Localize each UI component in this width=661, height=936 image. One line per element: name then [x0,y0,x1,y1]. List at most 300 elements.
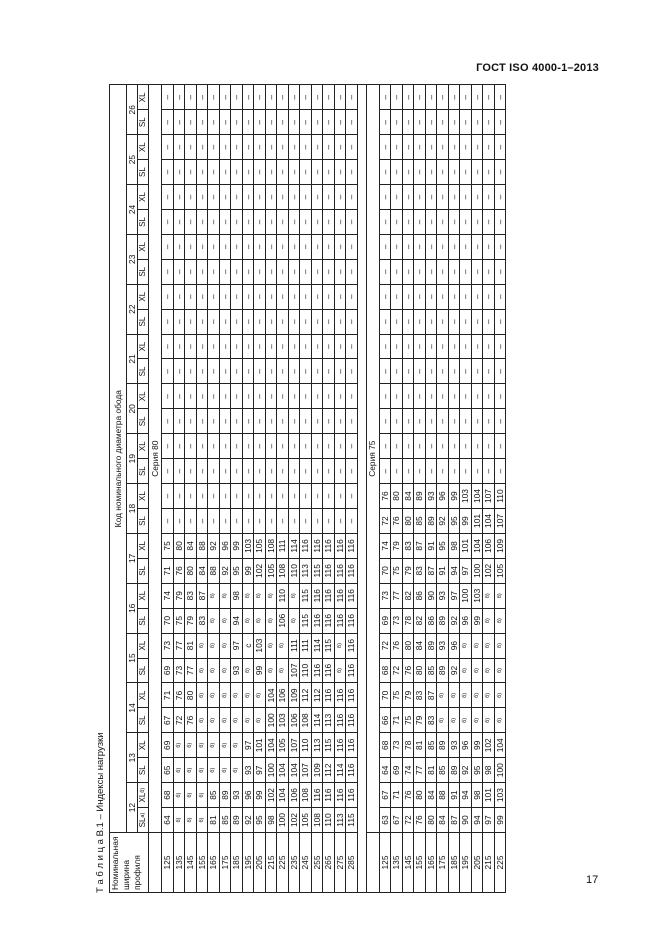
diameter-header-21: 21 [127,334,138,384]
load-index-cell: 109 [494,533,506,558]
load-index-cell: – [323,409,335,434]
load-index-cell: 89 [425,509,437,534]
load-index-cell: 116 [334,708,346,733]
load-index-cell: 77 [173,633,185,658]
load-index-cell: – [254,284,266,309]
load-index-cell: 102 [265,783,277,808]
load-index-cell: 79 [173,583,185,608]
load-index-cell: – [391,209,403,234]
load-index-cell: 76 [414,808,426,833]
load-index-cell: – [300,334,312,359]
load-index-cell: 95 [437,533,449,558]
spacer-cell [357,259,366,284]
load-index-cell: – [311,234,323,259]
load-index-cell: – [379,160,391,185]
load-index-cell: – [311,334,323,359]
load-index-cell: 98 [265,808,277,833]
load-index-cell: – [414,185,426,210]
load-index-cell: 100 [277,808,289,833]
load-index-cell: – [448,334,460,359]
load-index-cell: – [196,484,208,509]
load-index-cell: – [185,234,197,259]
load-index-cell: 102 [483,733,495,758]
load-index-cell: 104 [265,683,277,708]
load-index-cell: – [391,384,403,409]
load-index-cell: 99 [471,733,483,758]
load-index-cell: – [162,209,174,234]
profile-width-cell: 135 [173,833,185,893]
load-index-cell: 80 [173,533,185,558]
load-index-cell: 68 [379,733,391,758]
load-index-cell: б) [219,708,231,733]
load-index-cell: 72 [402,808,414,833]
load-index-cell: – [379,185,391,210]
load-index-cell: 80 [425,808,437,833]
load-index-cell: – [437,309,449,334]
load-index-cell: б) [196,758,208,783]
load-index-cell: – [334,110,346,135]
load-index-cell: 89 [437,608,449,633]
rotated-table-block [92,85,615,893]
load-index-cell: – [391,409,403,434]
load-index-cell: 96 [448,633,460,658]
load-index-cell: 108 [311,808,323,833]
load-index-cell: 112 [300,683,312,708]
load-index-cell: 116 [334,608,346,633]
load-index-cell: 91 [425,533,437,558]
load-index-cell: – [185,334,197,359]
load-index-cell: – [323,135,335,160]
load-index-cell: – [254,359,266,384]
load-index-cell: 111 [300,633,312,658]
load-index-cell: 88 [196,533,208,558]
load-index-cell: – [219,484,231,509]
load-index-cell: – [162,284,174,309]
load-index-cell: б) [265,658,277,683]
series-label: Серия 80 [149,85,162,833]
load-index-cell: 107 [288,658,300,683]
load-index-cell: – [265,309,277,334]
load-index-cell: – [483,434,495,459]
load-index-cell: – [254,110,266,135]
load-index-cell: – [334,509,346,534]
load-index-cell: – [277,334,289,359]
load-index-cell: 81 [425,758,437,783]
load-index-cell: 101 [460,533,472,558]
load-index-cell: – [323,110,335,135]
load-index-cell: – [288,509,300,534]
load-index-cell: 92 [460,758,472,783]
table-row [379,85,391,893]
load-index-cell: – [288,234,300,259]
load-index-cell: 113 [334,808,346,833]
load-index-cell: 76 [379,484,391,509]
load-index-cell: 84 [425,783,437,808]
load-index-cell: – [460,359,472,384]
load-index-cell: – [288,160,300,185]
table-row [208,85,220,893]
load-index-cell: – [414,459,426,484]
load-index-cell: 98 [471,783,483,808]
load-index-cell: – [402,284,414,309]
profile-width-cell: 125 [162,833,174,893]
load-index-cell: б) [265,583,277,608]
load-index-cell: – [265,459,277,484]
load-index-cell: – [323,234,335,259]
load-index-cell: 85 [208,783,220,808]
load-index-cell: – [311,185,323,210]
load-index-cell: 73 [162,633,174,658]
load-index-cell: – [254,309,266,334]
load-index-cell: – [471,309,483,334]
series-row [366,85,379,893]
load-index-cell: 92 [448,658,460,683]
load-index-cell: 83 [185,583,197,608]
load-index-cell: – [402,209,414,234]
load-index-cell: 114 [288,533,300,558]
load-index-cell: – [494,309,506,334]
load-index-cell: – [346,334,358,359]
load-index-cell: – [185,509,197,534]
load-index-cell: – [391,135,403,160]
load-index-cell: 113 [323,708,335,733]
load-index-cell: 75 [173,608,185,633]
load-index-cell: – [346,259,358,284]
load-index-cell: – [219,160,231,185]
table-row [254,85,266,893]
load-index-cell: б) [219,608,231,633]
load-index-cell: б) [173,733,185,758]
load-index-cell: – [402,160,414,185]
load-index-cell: – [288,185,300,210]
load-index-cell: 103 [460,484,472,509]
load-index-cell: – [437,185,449,210]
load-class-header-sl-26: SL [138,110,149,135]
load-index-cell: – [196,160,208,185]
load-index-cell: 116 [346,533,358,558]
load-index-cell: 103 [494,783,506,808]
load-index-cell: 74 [402,758,414,783]
load-index-cell: 79 [391,533,403,558]
load-index-cell: 88 [208,558,220,583]
load-index-cell: 78 [402,733,414,758]
load-index-cell: б) [231,758,243,783]
load-index-cell: 96 [437,484,449,509]
load-index-cell: – [379,384,391,409]
load-index-cell: – [300,234,312,259]
load-index-cell: – [323,509,335,534]
load-index-cell: 80 [185,558,197,583]
load-index-cell: – [471,409,483,434]
load-index-cell: 75 [402,708,414,733]
load-index-cell: – [494,110,506,135]
load-index-cell: – [185,185,197,210]
load-index-cell: 89 [425,633,437,658]
load-index-cell: 86 [425,608,437,633]
load-index-cell: – [277,434,289,459]
diameter-header-13: 13 [127,733,138,783]
load-index-cell: – [173,409,185,434]
load-index-cell: 110 [494,484,506,509]
load-index-cell: – [231,185,243,210]
load-index-cell: – [425,359,437,384]
load-index-cell: – [346,85,358,110]
table-row [173,85,185,893]
load-index-cell: – [219,309,231,334]
load-class-header-sl-13: SL [138,758,149,783]
load-index-cell: – [311,459,323,484]
load-index-cell: – [483,309,495,334]
load-index-cell: 89 [448,758,460,783]
load-index-cell: – [414,110,426,135]
load-index-cell: 75 [391,683,403,708]
load-index-cell: 73 [379,583,391,608]
load-index-cell: 96 [219,533,231,558]
load-index-cell: 116 [334,733,346,758]
load-index-cell: – [460,135,472,160]
table-row [242,85,254,893]
load-index-cell: – [208,160,220,185]
load-index-cell: 103 [242,533,254,558]
load-index-cell: 115 [300,583,312,608]
load-index-cell: – [162,484,174,509]
profile-width-cell: 255 [311,833,323,893]
load-index-cell: б) [196,783,208,808]
load-index-cell: – [277,409,289,434]
load-class-header-xl-13: XL [138,733,149,758]
load-class-header-sl-21: SL [138,359,149,384]
load-index-cell: – [311,509,323,534]
load-index-cell: 110 [288,558,300,583]
load-index-cell: – [402,110,414,135]
sl-xl-header-row [138,85,149,893]
load-index-cell: – [277,160,289,185]
load-index-cell: 106 [288,783,300,808]
load-index-cell: – [379,434,391,459]
load-index-cell: – [402,234,414,259]
load-index-cell: – [208,85,220,110]
profile-width-cell: 145 [402,833,414,893]
load-index-cell: – [196,384,208,409]
load-index-cell: – [448,459,460,484]
load-index-cell: – [162,459,174,484]
load-index-cell: – [231,484,243,509]
load-index-cell: 92 [208,533,220,558]
load-index-cell: – [460,334,472,359]
load-index-cell: – [219,284,231,309]
table-body [149,85,506,893]
load-index-cell: – [173,110,185,135]
load-index-cell: – [254,509,266,534]
load-index-cell: – [219,434,231,459]
load-index-cell: 89 [437,733,449,758]
load-index-cell: – [311,434,323,459]
load-index-cell: – [483,160,495,185]
spacer-cell [357,733,366,758]
load-index-cell: 85 [437,758,449,783]
table-row [494,85,506,893]
load-index-cell: б) [219,733,231,758]
diameter-header-25: 25 [127,135,138,185]
load-index-cell: – [346,110,358,135]
load-index-cell: – [162,185,174,210]
load-index-cell: б) [483,708,495,733]
profile-width-cell: 235 [288,833,300,893]
load-index-cell: 105 [265,558,277,583]
load-index-cell: – [471,185,483,210]
load-index-cell: – [242,484,254,509]
load-index-cell: б) [437,683,449,708]
load-index-cell: – [437,334,449,359]
load-index-cell: – [162,509,174,534]
load-index-cell: – [379,110,391,135]
load-index-cell: 80 [414,658,426,683]
load-index-cell: 116 [346,683,358,708]
load-index-cell: 105 [494,558,506,583]
load-index-cell: – [471,284,483,309]
load-index-cell: – [402,135,414,160]
load-index-cell: 76 [173,558,185,583]
load-index-cell: – [483,209,495,234]
load-index-cell: – [185,484,197,509]
load-index-cell: – [288,484,300,509]
load-index-cell: – [483,459,495,484]
spacer-cell [357,808,366,833]
load-index-cell: 102 [483,558,495,583]
profile-width-cell: 225 [494,833,506,893]
load-index-cell: б) [288,608,300,633]
load-index-cell: – [425,459,437,484]
load-index-cell: – [437,135,449,160]
load-class-label: XL [138,792,147,803]
load-index-cell: 81 [185,633,197,658]
load-class-header-sl-24: SL [138,209,149,234]
load-index-cell: – [425,409,437,434]
footnote-mark: а) [140,812,146,818]
load-index-cell: – [254,209,266,234]
table-row [162,85,174,893]
load-index-cell: – [162,384,174,409]
load-index-cell: – [185,359,197,384]
load-index-cell: 116 [300,533,312,558]
load-index-cell: – [483,334,495,359]
load-index-cell: 116 [346,583,358,608]
load-index-cell: б) [208,608,220,633]
load-index-cell: – [208,434,220,459]
load-index-cell: – [334,85,346,110]
spacer-row [357,85,366,893]
load-index-cell: – [460,284,472,309]
load-index-cell: – [185,110,197,135]
profile-width-cell: 195 [460,833,472,893]
load-index-cell: – [162,110,174,135]
load-index-cell: 71 [162,558,174,583]
load-index-cell: 83 [196,608,208,633]
load-class-header-xl-19: XL [138,434,149,459]
spacer-cell [357,708,366,733]
load-index-cell: 115 [311,558,323,583]
load-index-cell: – [391,284,403,309]
load-index-cell: – [265,284,277,309]
load-index-cell: – [288,309,300,334]
load-index-cell: 70 [379,683,391,708]
load-index-cell: 77 [414,758,426,783]
load-index-cell: б) [471,633,483,658]
load-index-cell: – [494,459,506,484]
load-index-cell: – [425,110,437,135]
load-class-header-sl-16: SL [138,608,149,633]
profile-width-cell: 285 [346,833,358,893]
load-index-cell: – [277,509,289,534]
load-index-cell: – [173,160,185,185]
profile-width-cell: 225 [277,833,289,893]
load-index-cell: – [208,359,220,384]
load-index-cell: 106 [288,708,300,733]
load-index-cell: 108 [300,708,312,733]
load-index-cell: 87 [425,558,437,583]
load-index-cell: – [483,359,495,384]
load-index-cell: – [162,359,174,384]
diameter-header-14: 14 [127,683,138,733]
load-index-cell: 95 [254,808,266,833]
load-index-cell: – [288,259,300,284]
load-index-cell: 116 [323,533,335,558]
load-index-cell: 93 [437,583,449,608]
load-class-header-xl-17: XL [138,533,149,558]
load-index-cell: – [254,409,266,434]
load-index-cell: 114 [334,758,346,783]
load-index-table [109,84,506,893]
load-index-cell: – [311,484,323,509]
load-index-cell: 88 [437,783,449,808]
load-index-cell: – [402,459,414,484]
profile-width-cell: 185 [231,833,243,893]
load-index-cell: – [173,85,185,110]
load-index-cell: – [334,284,346,309]
load-index-cell: – [300,409,312,434]
load-class-header-sl-14: SL [138,708,149,733]
load-index-cell: – [323,459,335,484]
load-index-cell: 99 [448,484,460,509]
load-index-cell: – [265,509,277,534]
load-index-cell: 100 [265,708,277,733]
load-index-cell: – [265,209,277,234]
load-index-cell: 104 [483,509,495,534]
load-index-cell: – [460,110,472,135]
load-index-cell: 99 [231,533,243,558]
diameter-header-18: 18 [127,484,138,534]
load-index-cell: 67 [379,783,391,808]
load-index-cell: – [402,434,414,459]
load-index-cell: – [437,409,449,434]
load-index-cell: – [494,209,506,234]
load-index-cell: б) [254,608,266,633]
profile-width-cell: 245 [300,833,312,893]
load-index-cell: 116 [334,683,346,708]
load-index-cell: 103 [254,633,266,658]
load-index-cell: – [471,359,483,384]
load-index-cell: – [402,409,414,434]
load-index-cell: б) [219,658,231,683]
load-index-cell: – [231,160,243,185]
load-index-cell: – [265,185,277,210]
load-index-cell: 116 [334,558,346,583]
load-index-cell: 89 [231,808,243,833]
load-index-cell: 92 [242,808,254,833]
load-index-cell: – [402,309,414,334]
load-index-cell: – [402,384,414,409]
load-index-cell: – [173,185,185,210]
